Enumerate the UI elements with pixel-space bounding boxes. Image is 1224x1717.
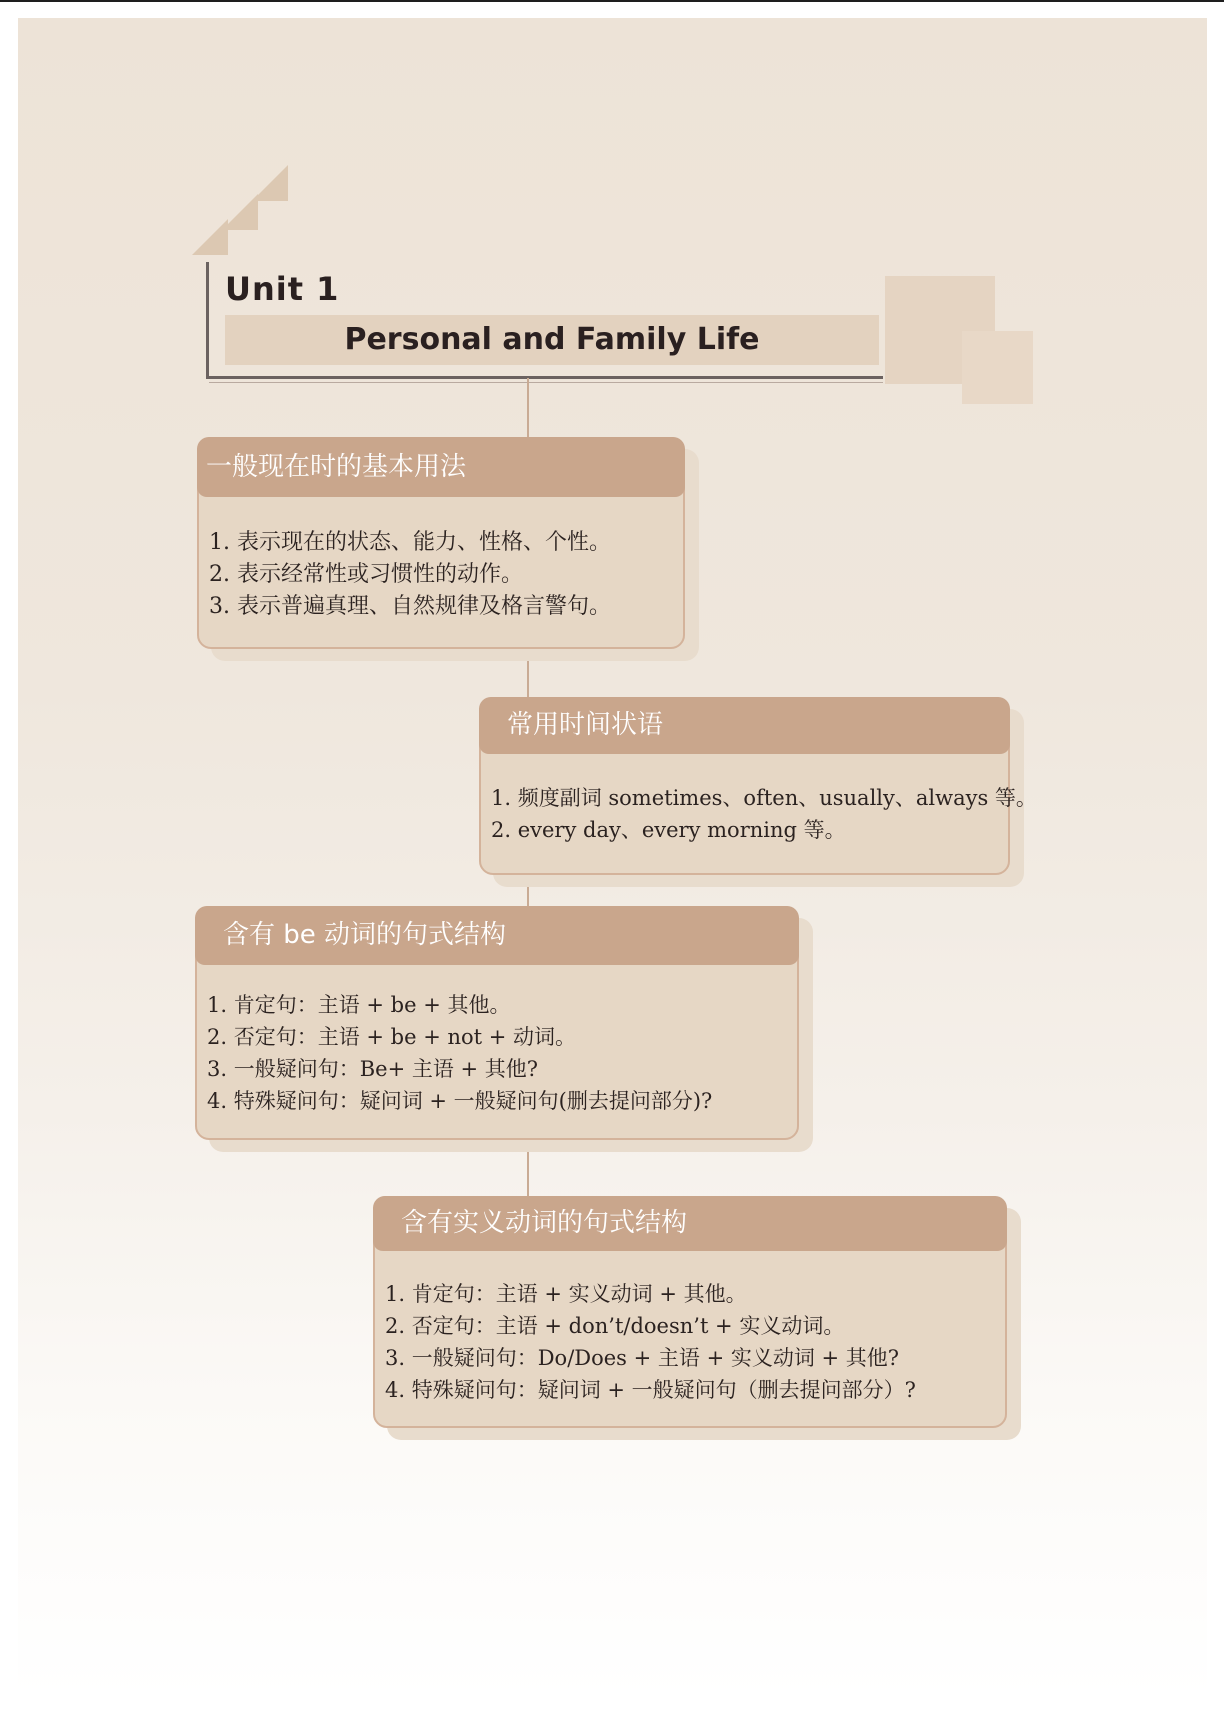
section-list [385, 1278, 999, 1406]
list-item: 2. 否定句：主语 + be + not + 动词。 [207, 1025, 577, 1049]
section-box-be-verb-structures [195, 906, 799, 1140]
unit-label: Unit 1 [225, 270, 340, 308]
top-rule [0, 0, 1224, 2]
connector-line [527, 1137, 529, 1197]
list-item: 3. 一般疑问句：Be+ 主语 + 其他? [207, 1057, 539, 1081]
section-heading: 一般现在时的基本用法 [197, 437, 685, 497]
section-box-time-adverbials [479, 697, 1037, 875]
section-heading: 含有 be 动词的句式结构 [195, 906, 799, 965]
connector-line [527, 378, 529, 438]
list-item: 1. 肯定句：主语 + 实义动词 + 其他。 [385, 1282, 747, 1306]
section-heading: 含有实义动词的句式结构 [373, 1196, 1007, 1251]
section-list [491, 782, 1037, 846]
decorative-square [962, 331, 1033, 404]
section-box-notional-verb-structures [373, 1196, 1007, 1428]
decorative-triangle [252, 165, 288, 201]
connector-line [527, 646, 529, 698]
list-item: 2. 表示经常性或习惯性的动作。 [209, 562, 523, 587]
list-item: 3. 表示普遍真理、自然规律及格言警句。 [209, 594, 611, 619]
list-item: 1. 肯定句：主语 + be + 其他。 [207, 993, 511, 1017]
section-list [207, 989, 791, 1117]
list-item: 4. 特殊疑问句：疑问词 + 一般疑问句（删去提问部分）? [385, 1378, 916, 1402]
connector-line [527, 872, 529, 907]
list-item: 4. 特殊疑问句：疑问词 + 一般疑问句(删去提问部分)? [207, 1089, 713, 1113]
list-item: 3. 一般疑问句：Do/Does + 主语 + 实义动词 + 其他? [385, 1346, 900, 1370]
section-list [209, 527, 677, 623]
list-item: 2. 否定句：主语 + don’t/doesn’t + 实义动词。 [385, 1314, 845, 1338]
section-heading: 常用时间状语 [479, 697, 1010, 754]
list-item: 2. every day、every morning 等。 [491, 818, 846, 842]
list-item: 1. 频度副词 sometimes、often、usually、always 等。 [491, 786, 1037, 810]
list-item: 1. 表示现在的状态、能力、性格、个性。 [209, 530, 611, 555]
section-box-simple-present-usage [197, 437, 685, 649]
unit-title: Personal and Family Life [344, 322, 760, 357]
